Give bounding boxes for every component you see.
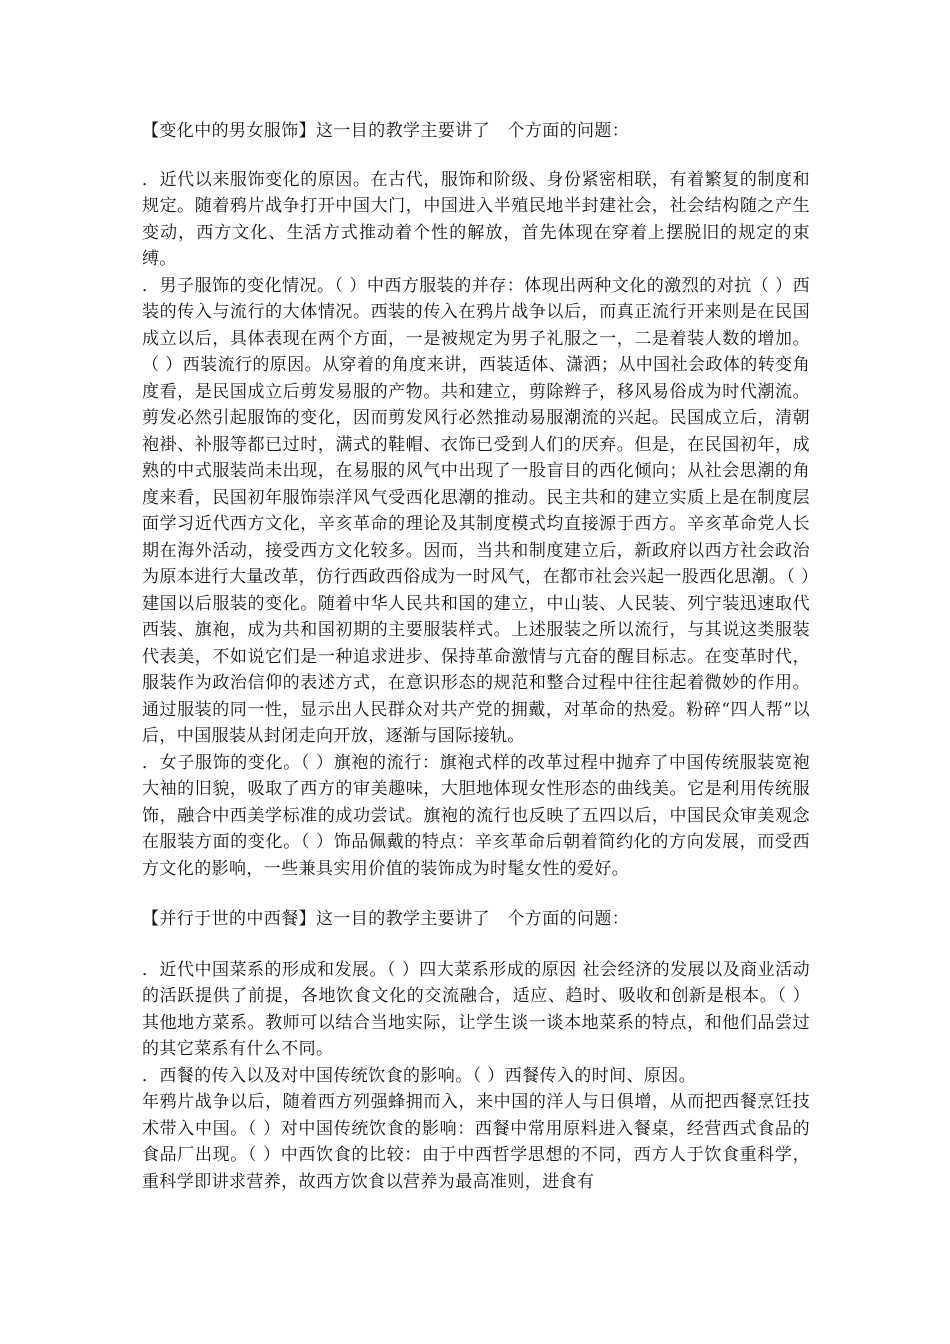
paragraph-western-food-influence: 年鸦片战争以后，随着西方列强蜂拥而入，来中国的洋人与日俱增，从而把西餐烹饪技术带入中国。（ ）对中国传统饮食的影响：西餐中常用原料进入餐桌，经营西式食品的食品厂出现。（ ）中西饮食的比较：由于中西哲学思想的不同，西方人于饮食重科学，重科学即讲求营养，故西方饮食以营养为最高准则，进食有 bbox=[142, 1092, 810, 1192]
section-heading-clothing: 【变化中的男女服饰】这一目的教学主要讲了 个方面的问题： bbox=[142, 121, 630, 141]
section-heading-food: 【并行于世的中西餐】这一目的教学主要讲了 个方面的问题： bbox=[142, 909, 630, 929]
document-page bbox=[142, 118, 810, 1195]
paragraph-clothing-reasons: ．近代以来服饰变化的原因。在古代，服饰和阶级、身份紧密相联，有着繁复的制度和规定。随着鸦片战争打开中国大门，中国进入半殖民地半封建社会，社会结构随之产生变动，西方文化、生活方式推动着个性的解放，首先体现在穿着上摆脱旧的规定的束缚。 bbox=[142, 169, 810, 269]
paragraph-cuisine-development: ．近代中国菜系的形成和发展。（ ）四大菜系形成的原因 社会经济的发展以及商业活动的活跃提供了前提，各地饮食文化的交流融合，适应、趋时、吸收和创新是根本。（ ）其他地方菜系。教师可以结合当地实际，让学生谈一谈本地菜系的特点，和他们品尝过的其它菜系有什么不同。 bbox=[142, 959, 810, 1059]
paragraph-mens-clothing: ．男子服饰的变化情况。（ ）中西方服装的并存：体现出两种文化的激烈的对抗（ ）西装的传入与流行的大体情况。西装的传入在鸦片战争以后，而真正流行开来则是在民国成立以后，具体表现在两个方面，一是被规定为男子礼服之一，二是着装人数的增加。（ ）西装流行的原因。从穿着的角度来讲，西装适体、潇洒；从中国社会政体的转变角度看，是民国成立后剪发易服的产物。共和建立，剪除辫子，移风易俗成为时代潮流。剪发必然引起服饰的变化，因而剪发风行必然推动易服潮流的兴起。民国成立后，清朝袍褂、补服等都已过时，满式的鞋帽、衣饰已受到人们的厌弃。但是，在民国初年，成熟的中式服装尚未出现，在易服的风气中出现了一股盲目的西化倾向；从社会思潮的角度来看，民国初年服饰崇洋风气受西化思潮的推动。民主共和的建立实质上是在制度层面学习近代西方文化，辛亥革命的理论及其制度模式均直接源于西方。辛亥革命党人长期在海外活动，接受西方文化较多。因而，当共和制度建立后，新政府以西方社会政治为原本进行大量改革，仿行西政西俗成为一时风气，在都市社会兴起一股西化思潮。（ ）建国以后服装的变化。随着中华人民共和国的建立，中山装、人民装、列宁装迅速取代西装、旗袍，成为共和国初期的主要服装样式。上述服装之所以流行，与其说这类服装代表美，不如说它们是一种追求进步、保持革命激情与亢奋的醒目标志。在变革时代，服装作为政治信仰的表述方式，在意识形态的规范和整合过程中往往起着微妙的作用。通过服装的同一性，显示出人民群众对共产党的拥戴，对革命的热爱。粉碎“四人帮”以后，中国服装从封闭走向开放，逐渐与国际接轨。 bbox=[142, 275, 810, 746]
paragraph-womens-clothing: ．女子服饰的变化。（ ）旗袍的流行：旗袍式样的改革过程中抛弃了中国传统服装宽袍大袖的旧貌，吸取了西方的审美趣味，大胆地体现女性形态的曲线美。它是利用传统服饰，融合中西美学标准的成功尝试。旗袍的流行也反映了五四以后，中国民众审美观念在服装方面的变化。（ ）饰品佩戴的特点：辛亥革命后朝着简约化的方向发展，而受西方文化的影响，一些兼具实用价值的装饰成为时髦女性的爱好。 bbox=[142, 752, 810, 879]
paragraph-western-food-intro: ．西餐的传入以及对中国传统饮食的影响。（ ）西餐传入的时间、原因。 bbox=[142, 1065, 697, 1086]
